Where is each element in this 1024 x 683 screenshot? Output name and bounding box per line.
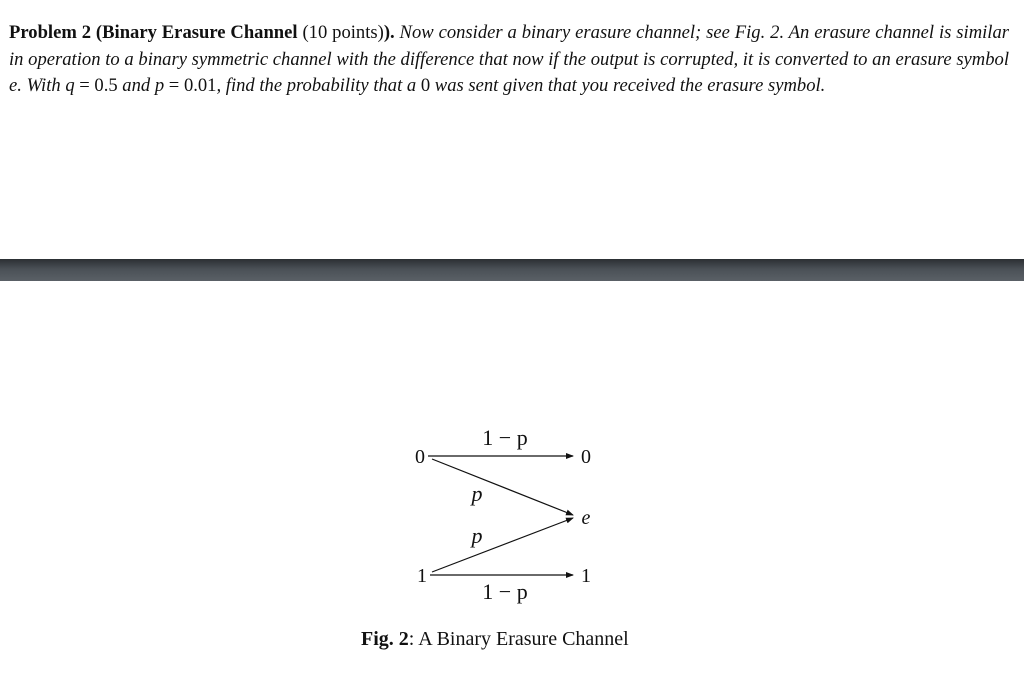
caption-label: Fig. 2 [361, 628, 409, 650]
problem-body-1: Now consider a binary erasure channel; see Fig. 2. An erasure channel is similar in operation to a binary symmetric channel with the difference that now if the output is corrupted, it is converted to an erasure symbol [9, 22, 1010, 70]
problem-body-4: , find the probability that a [216, 75, 421, 96]
output-1-label: 1 [581, 565, 591, 587]
channel-figure [0, 281, 1024, 678]
p-value: 0.01 [183, 75, 217, 96]
edge-0-to-e [432, 459, 573, 515]
equals-2: = [164, 75, 184, 96]
problem-title: Binary Erasure Channel [102, 22, 298, 43]
problem-heading-prefix: Problem 2 ( [9, 22, 103, 43]
equals-1: = [74, 75, 95, 96]
erasure-symbol: e [9, 75, 18, 96]
problem-points: (10 points) [297, 22, 384, 43]
problem-heading-close: ). [383, 22, 395, 43]
input-0-label: 0 [415, 446, 425, 468]
zero-symbol: 0 [420, 75, 431, 96]
caption-separator: : [408, 628, 415, 650]
caption-text: A Binary Erasure Channel [414, 628, 629, 650]
edge-1-to-e [432, 518, 573, 572]
label-bottom-1-minus-p: 1 − p [482, 579, 528, 604]
p-variable: p [154, 75, 165, 96]
q-variable: q [65, 75, 75, 96]
problem-body-5: was sent given that you received the erasure symbol. [430, 75, 826, 96]
output-e-label: e [581, 507, 591, 529]
problem-statement [9, 20, 1009, 100]
page-divider [0, 259, 1024, 281]
problem-body-2: . With [17, 75, 66, 96]
label-p-upper: p [471, 481, 483, 506]
output-0-label: 0 [581, 446, 591, 468]
problem-body-3: and [117, 75, 155, 96]
label-top-1-minus-p: 1 − p [482, 425, 528, 450]
label-p-lower: p [471, 523, 483, 548]
input-1-label: 1 [417, 565, 427, 587]
q-value: 0.5 [94, 75, 118, 96]
channel-diagram [0, 281, 1024, 678]
